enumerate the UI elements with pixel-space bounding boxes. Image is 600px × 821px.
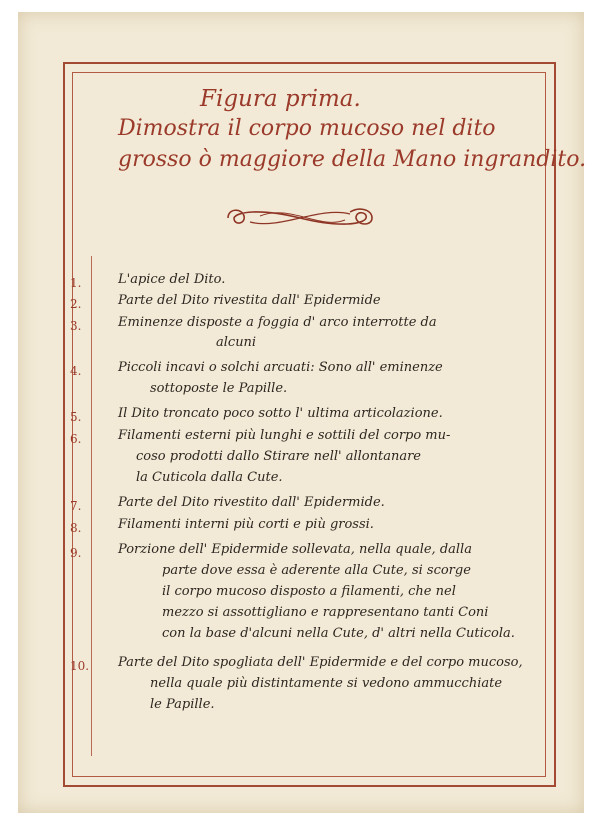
item-text-line: Il Dito troncato poco sotto l' ultima articolazione.	[118, 406, 443, 421]
title-line-1: Figura prima.	[200, 86, 361, 112]
inner-border	[72, 72, 546, 777]
item-text-line: Filamenti interni più corti e più grossi.	[118, 517, 374, 532]
title-line-2: Dimostra il corpo mucoso nel dito	[118, 116, 496, 141]
item-text-line: con la base d'alcuni nella Cute, d' altri nella Cuticola.	[162, 626, 515, 641]
item-text-line: le Papille.	[150, 697, 215, 712]
item-text-line: il corpo mucoso disposto a filamenti, che nel	[162, 584, 456, 599]
flourish-ornament	[220, 200, 380, 236]
item-text-line: Filamenti esterni più lunghi e sottili del corpo mu-	[118, 428, 451, 443]
item-text-line: parte dove essa è aderente alla Cute, si scorge	[162, 563, 471, 578]
item-number: 3.	[70, 319, 82, 333]
item-number: 9.	[70, 546, 82, 560]
item-text-line: Parte del Dito spogliata dell' Epidermide e del corpo mucoso,	[118, 655, 523, 670]
item-text-line: coso prodotti dallo Stirare nell' allontanare	[136, 449, 421, 464]
item-number: 7.	[70, 499, 82, 513]
item-text-line: Eminenze disposte a foggia d' arco interrotte da	[118, 315, 437, 330]
item-text-line: Piccoli incavi o solchi arcuati: Sono all' eminenze	[118, 360, 443, 375]
item-text-line: L'apice del Dito.	[118, 272, 226, 287]
item-text-line: Parte del Dito rivestita dall' Epidermide	[118, 293, 381, 308]
item-number: 6.	[70, 432, 82, 446]
item-text-line: nella quale più distintamente si vedono ammucchiate	[150, 676, 503, 691]
margin-rule	[91, 256, 92, 756]
item-text-line: alcuni	[216, 335, 257, 350]
item-text-line: sottoposte le Papille.	[150, 381, 288, 396]
item-text-line: Parte del Dito rivestito dall' Epidermide.	[118, 495, 385, 510]
item-text-line: mezzo si assottigliano e rappresentano tanti Coni	[162, 605, 489, 620]
item-number: 2.	[70, 297, 82, 311]
item-number: 5.	[70, 410, 82, 424]
item-number: 1.	[70, 276, 82, 290]
title-line-3: grosso ò maggiore della Mano ingrandito.	[118, 147, 587, 172]
item-number: 8.	[70, 521, 82, 535]
item-text-line: la Cuticola dalla Cute.	[136, 470, 283, 485]
item-number: 4.	[70, 364, 82, 378]
item-number: 10.	[70, 659, 90, 673]
item-text-line: Porzione dell' Epidermide sollevata, nella quale, dalla	[118, 542, 472, 557]
